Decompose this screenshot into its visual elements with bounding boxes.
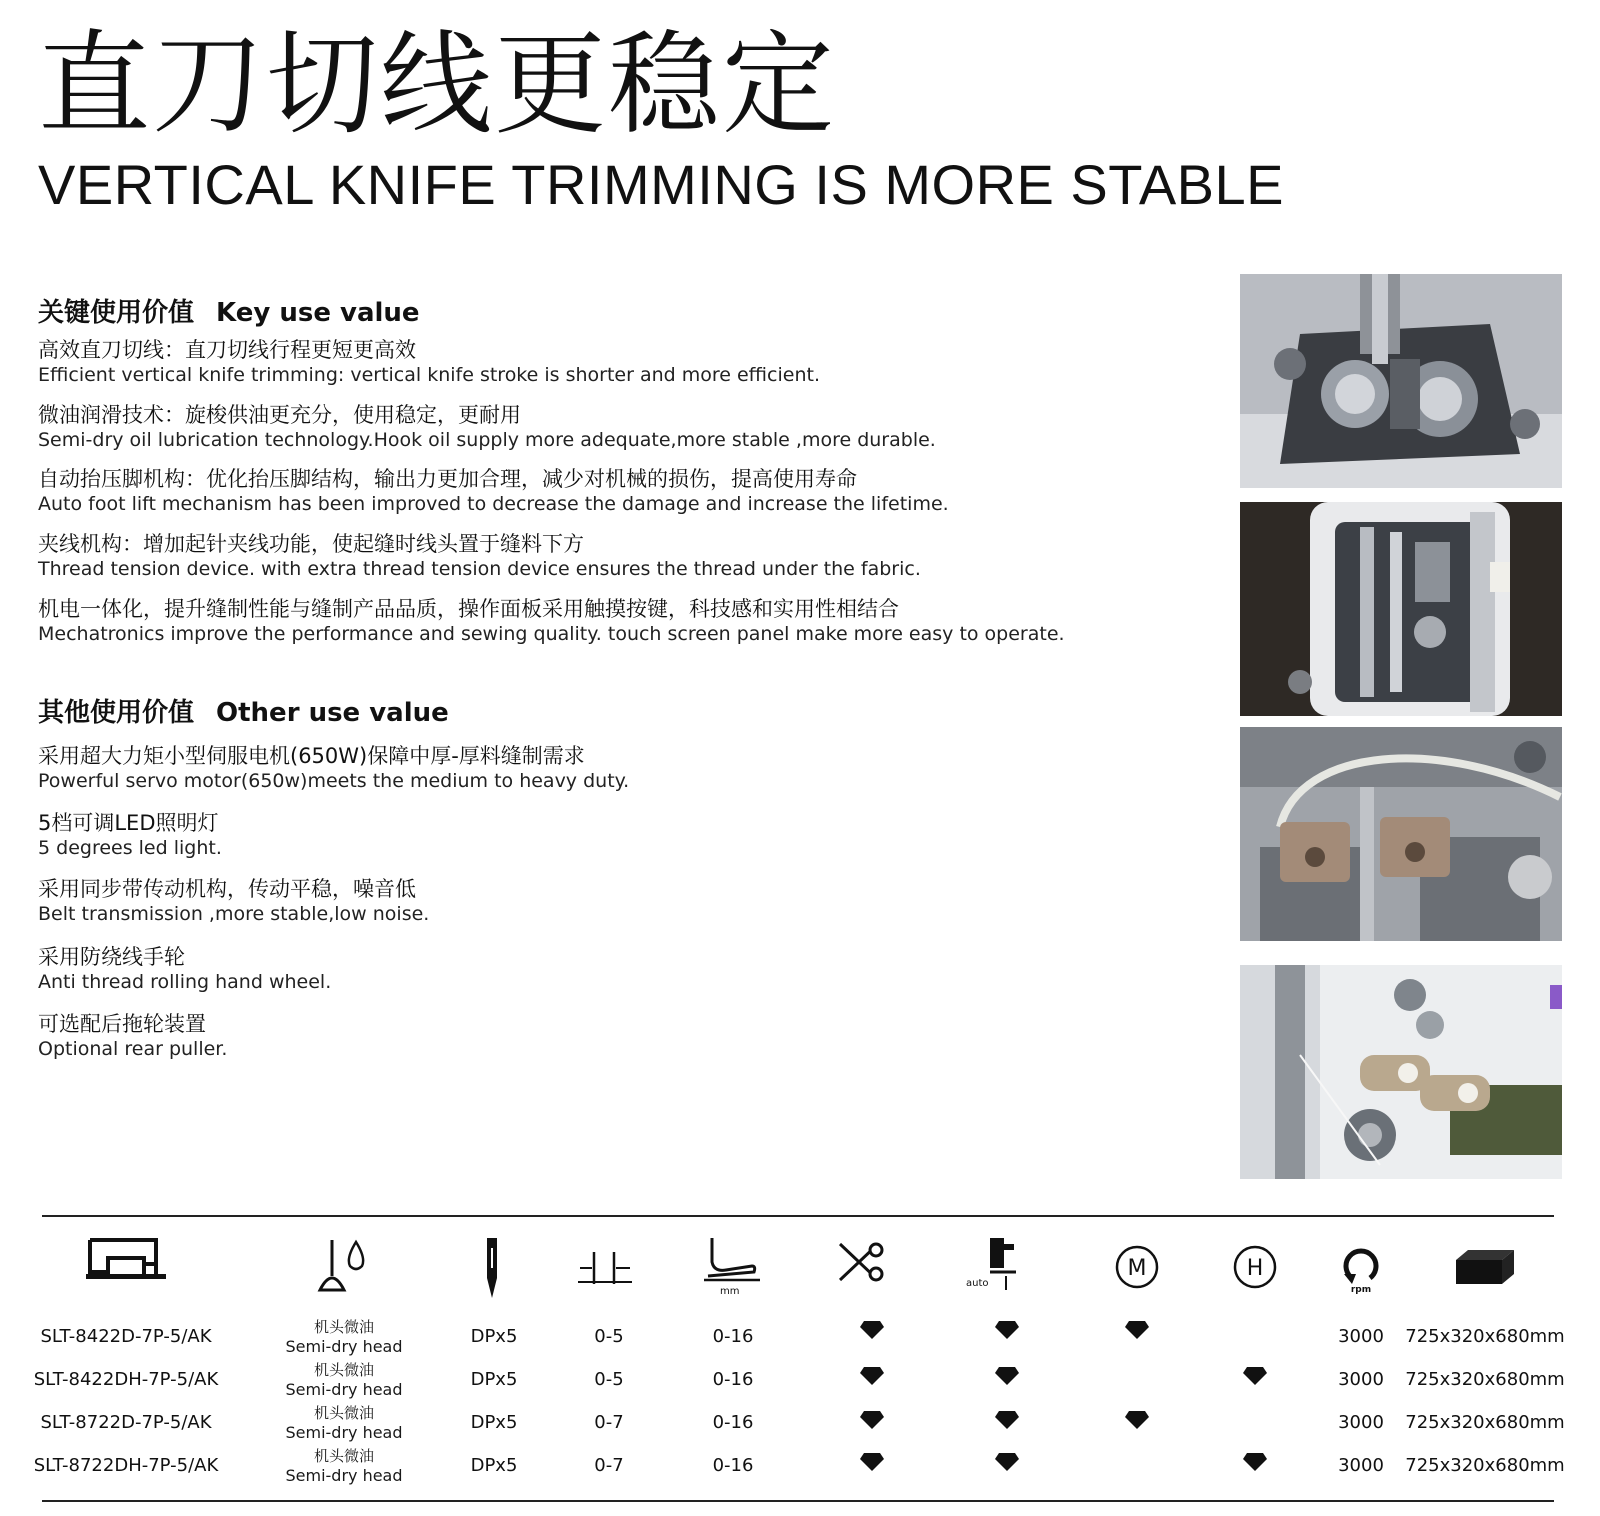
oil-en: Semi-dry head [285,1466,403,1485]
other-item-5 [38,1011,227,1061]
key-item-en: Efficient vertical knife trimming: vertical knife stroke is shorter and more efficient. [38,364,820,386]
other-item-3 [38,876,429,926]
key-item-4 [38,531,921,581]
key-item-3 [38,466,949,516]
rpm-icon [1340,1244,1382,1294]
needle-icon [484,1238,500,1300]
scissors-icon [838,1240,886,1284]
key-item-cn: 微油润滑技术：旋梭供油更充分，使用稳定，更耐用 [38,403,521,427]
h-marker [1242,1452,1268,1472]
other-item-cn: 可选配后拖轮装置 [38,1012,206,1036]
other-heading-cn: 其他使用价值 [38,698,195,728]
oil-cn: 机头微油 [313,1361,375,1379]
other-heading-en: Other use value [216,698,449,728]
oil-en: Semi-dry head [285,1380,403,1399]
lift-cell: 0-16 [712,1326,754,1347]
speed-cell: 3000 [1338,1326,1384,1347]
needle-bar-mechanism-photo [1240,502,1562,716]
stitch-length-icon [578,1250,632,1286]
other-item-en: Powerful servo motor(650w)meets the medium to heavy duty. [38,770,630,792]
model-cell: SLT-8722DH-7P-5/AK [33,1455,219,1476]
oil-cn: 机头微油 [313,1404,375,1422]
other-section-heading [38,692,449,729]
table-bottom-rule [42,1500,1554,1502]
key-item-cn: 自动抬压脚机构：优化抬压脚结构，输出力更加合理，减少对机械的损伤，提高使用寿命 [38,467,857,491]
mm-label: mm [720,1286,740,1296]
stitch-cell: 0-7 [594,1455,624,1476]
sewing-machine-icon [86,1232,166,1282]
trim-marker [859,1366,885,1386]
needle-cell: DPx5 [470,1369,518,1390]
key-item-2 [38,402,936,452]
size-cell: 725x320x680mm [1405,1369,1565,1390]
key-item-cn: 夹线机构：增加起针夹线功能，使起缝时线头置于缝料下方 [38,532,584,556]
other-item-2 [38,810,222,860]
needle-cell: DPx5 [470,1455,518,1476]
needle-cell: DPx5 [470,1412,518,1433]
thread-tension-photo [1240,965,1562,1179]
m-marker [1124,1320,1150,1340]
presser-lift-icon [704,1236,760,1296]
model-cell: SLT-8722D-7P-5/AK [40,1412,212,1433]
trim-marker [859,1320,885,1340]
autolift-marker [994,1410,1020,1430]
oil-cell [285,1404,402,1442]
size-cell: 725x320x680mm [1405,1455,1565,1476]
other-item-en: Belt transmission ,more stable,low noise. [38,903,430,925]
auto-label: auto [966,1278,989,1289]
key-item-en: Thread tension device. with extra thread tension device ensures the thread under the fabric. [38,558,921,580]
other-item-cn: 采用防绕线手轮 [38,945,185,969]
key-item-en: Semi-dry oil lubrication technology.Hook oil supply more adequate,more stable ,more durable. [38,429,936,451]
oil-cell [285,1447,402,1485]
other-item-cn: 5档可调LED照明灯 [38,811,219,835]
key-item-1 [38,337,820,387]
oil-cn: 机头微油 [313,1447,375,1465]
speed-cell: 3000 [1338,1369,1384,1390]
key-section-heading [38,292,420,329]
oil-en: Semi-dry head [285,1423,403,1442]
hook-closeup-photo [1240,274,1562,488]
page-title-cn: 直刀切线更稳定 [38,20,836,150]
model-cell: SLT-8422DH-7P-5/AK [33,1369,219,1390]
stitch-cell: 0-7 [594,1412,624,1433]
needle-cell: DPx5 [470,1326,518,1347]
key-heading-en: Key use value [216,298,420,328]
other-item-en: Optional rear puller. [38,1038,228,1060]
oil-drop-icon [316,1238,368,1296]
trim-marker [859,1410,885,1430]
key-item-5 [38,596,1065,646]
key-item-cn: 高效直刀切线：直刀切线行程更短更高效 [38,338,416,362]
auto-lift-icon [966,1234,1022,1292]
presser-mechanism-photo [1240,727,1562,941]
model-cell: SLT-8422D-7P-5/AK [40,1326,212,1347]
oil-cell [285,1318,402,1356]
box-dimensions-icon [1454,1246,1516,1286]
m-marker [1124,1410,1150,1430]
size-cell: 725x320x680mm [1405,1412,1565,1433]
key-heading-cn: 关键使用价值 [38,298,195,328]
oil-cn: 机头微油 [313,1318,375,1336]
speed-cell: 3000 [1338,1412,1384,1433]
other-item-en: Anti thread rolling hand wheel. [38,971,332,993]
autolift-marker [994,1320,1020,1340]
autolift-marker [994,1366,1020,1386]
m-label: M [1127,1256,1147,1281]
lift-cell: 0-16 [712,1455,754,1476]
other-item-4 [38,944,331,994]
trim-marker [859,1452,885,1472]
h-circle-icon [1232,1244,1278,1290]
size-cell: 725x320x680mm [1405,1326,1565,1347]
key-item-en: Auto foot lift mechanism has been improved to decrease the damage and increase the lifetime. [38,493,949,515]
m-circle-icon [1114,1244,1160,1290]
rpm-label: rpm [1350,1285,1372,1294]
other-item-cn: 采用超大力矩小型伺服电机(650W)保障中厚-厚料缝制需求 [38,744,585,768]
speed-cell: 3000 [1338,1455,1384,1476]
lift-cell: 0-16 [712,1412,754,1433]
page-title-en: VERTICAL KNIFE TRIMMING IS MORE STABLE [38,153,1285,216]
key-item-cn: 机电一体化，提升缝制性能与缝制产品品质，操作面板采用触摸按键，科技感和实用性相结合 [38,597,899,621]
other-item-cn: 采用同步带传动机构，传动平稳，噪音低 [38,877,416,901]
other-item-1 [38,743,629,793]
oil-en: Semi-dry head [285,1337,403,1356]
lift-cell: 0-16 [712,1369,754,1390]
stitch-cell: 0-5 [594,1369,624,1390]
oil-cell [285,1361,402,1399]
table-top-rule [42,1215,1554,1217]
other-item-en: 5 degrees led light. [38,837,222,859]
autolift-marker [994,1452,1020,1472]
h-label: H [1246,1256,1264,1281]
h-marker [1242,1366,1268,1386]
stitch-cell: 0-5 [594,1326,624,1347]
key-item-en: Mechatronics improve the performance and sewing quality. touch screen panel make more easy to operate. [38,623,1065,645]
